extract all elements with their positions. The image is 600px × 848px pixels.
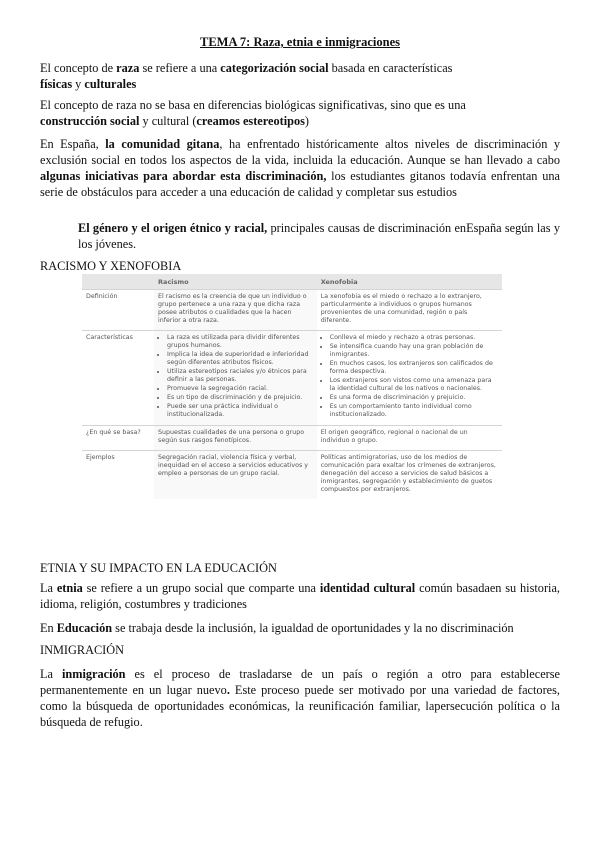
row-label: Definición — [82, 290, 154, 331]
table-row-definicion — [82, 290, 502, 331]
paragraph-construccion-social: El concepto de raza no se basa en diferencias biológicas significativas, sino que es una construcción social y cultural (creamos estereotipos) — [40, 98, 466, 128]
cell-xenofobia-definicion: La xenofobia es el miedo o rechazo a lo extranjero, particularmente a individuos o grupos humanos provenientes de una comunidad, región o país diferente. — [317, 290, 502, 331]
list-item: • Utiliza estereotipos raciales y/o étnicos para definir a las personas. — [167, 368, 313, 384]
list-item: • Conlleva el miedo y rechazo a otras personas. — [330, 334, 498, 342]
list-item: • Implica la idea de superioridad e inferioridad según diferentes atributos físicos. — [167, 351, 313, 367]
row-label: Ejemplos — [82, 451, 154, 500]
cell-racismo-definicion: El racismo es la creencia de que un individuo o grupo pertenece a una raza y que dicha raza posee atributos o cualidades que la hacen inferior a otra raza. — [154, 290, 317, 331]
section-heading-racismo-xenofobia: RACISMO Y XENOFOBIA — [40, 259, 182, 273]
list-item: • Es un comportamiento tanto individual como institucionalizado. — [330, 403, 498, 419]
list-item: • Es un tipo de discriminación y de prejuicio. — [167, 394, 313, 402]
cell-racismo-base: Supuestas cualidades de una persona o grupo según sus rasgos fenotípicos. — [154, 426, 317, 451]
cell-xenofobia-caracteristicas — [317, 331, 502, 426]
section-heading-inmigracion: INMIGRACIÓN — [40, 643, 125, 657]
list-item: • Es una forma de discriminación y prejuicio. — [330, 394, 498, 402]
table-header-row — [82, 274, 502, 290]
cell-xenofobia-base: El origen geográfico, regional o nacional de un individuo o grupo. — [317, 426, 502, 451]
table-row-ejemplos — [82, 451, 502, 500]
list-item: • Puede ser una práctica individual o institucionalizada. — [167, 403, 313, 419]
table-header-empty — [82, 274, 154, 290]
paragraph-etnia: La etnia se refiere a un grupo social que comparte una identidad cultural común basadaen su historia, idioma, religión, costumbres y tradiciones — [40, 581, 560, 611]
list-item: • La raza es utilizada para dividir diferentes grupos humanos. — [167, 334, 313, 350]
paragraph-inmigracion: La inmigración es el proceso de trasladarse de un país o región a otro para establecerse permanentemente en un lugar nuevo. Este proceso puede ser motivado por una variedad de factores, como la búsqueda de oportunidades económicas, la reunificación familiar, lapersecución política o la búsqueda de refugio. — [40, 667, 560, 729]
racismo-characteristics-list — [158, 334, 313, 419]
xenofobia-characteristics-list — [321, 334, 498, 419]
cell-xenofobia-ejemplos: Políticas antimigratorias, uso de los medios de comunicación para exaltar los crímenes de extranjeros, denegación del acceso a servicios de salud básicos a inmigrantes, segregación y establecimiento de guetos compuestos por extranjeros. — [317, 451, 502, 500]
table-row-base — [82, 426, 502, 451]
table-header-xenofobia: Xenofobia — [317, 274, 502, 290]
list-item: • Promueve la segregación racial. — [167, 385, 313, 393]
section-heading-etnia: ETNIA Y SU IMPACTO EN LA EDUCACIÓN — [40, 561, 277, 575]
cell-racismo-caracteristicas — [154, 331, 317, 426]
paragraph-raza: El concepto de raza se refiere a una categorización social basada en características físicas y culturales — [40, 61, 453, 91]
row-label: Características — [82, 331, 154, 426]
list-item: • Se intensifica cuando hay una gran población de inmigrantes. — [330, 343, 498, 359]
paragraph-genero-origen: El género y el origen étnico y racial, principales causas de discriminación enEspaña según las y los jóvenes. — [78, 221, 560, 251]
page-title: TEMA 7: Raza, etnia e inmigraciones — [200, 35, 400, 49]
row-label: ¿En qué se basa? — [82, 426, 154, 451]
list-item: • Los extranjeros son vistos como una amenaza para la identidad cultural de los nativos o nacionales. — [330, 377, 498, 393]
racismo-xenofobia-table — [82, 274, 502, 499]
cell-racismo-ejemplos: Segregación racial, violencia física y verbal, inequidad en el acceso a servicios educativos y empleo a personas de un grupo racial. — [154, 451, 317, 500]
paragraph-comunidad-gitana: En España, la comunidad gitana, ha enfrentado históricamente altos niveles de discriminación y exclusión social en todos los aspectos de la vida, incluida la educación. Aunque se han llevado a cabo algunas iniciativas para abordar esta discriminación, los estudiantes gitanos todavía enfrentan una serie de obstáculos para acceder a una educación de calidad y completar sus estudios — [40, 137, 560, 199]
table-header-racismo: Racismo — [154, 274, 317, 290]
paragraph-educacion: En Educación se trabaja desde la inclusión, la igualdad de oportunidades y la no discriminación — [40, 621, 514, 635]
table-row-caracteristicas — [82, 331, 502, 426]
list-item: • En muchos casos, los extranjeros son calificados de forma despectiva. — [330, 360, 498, 376]
